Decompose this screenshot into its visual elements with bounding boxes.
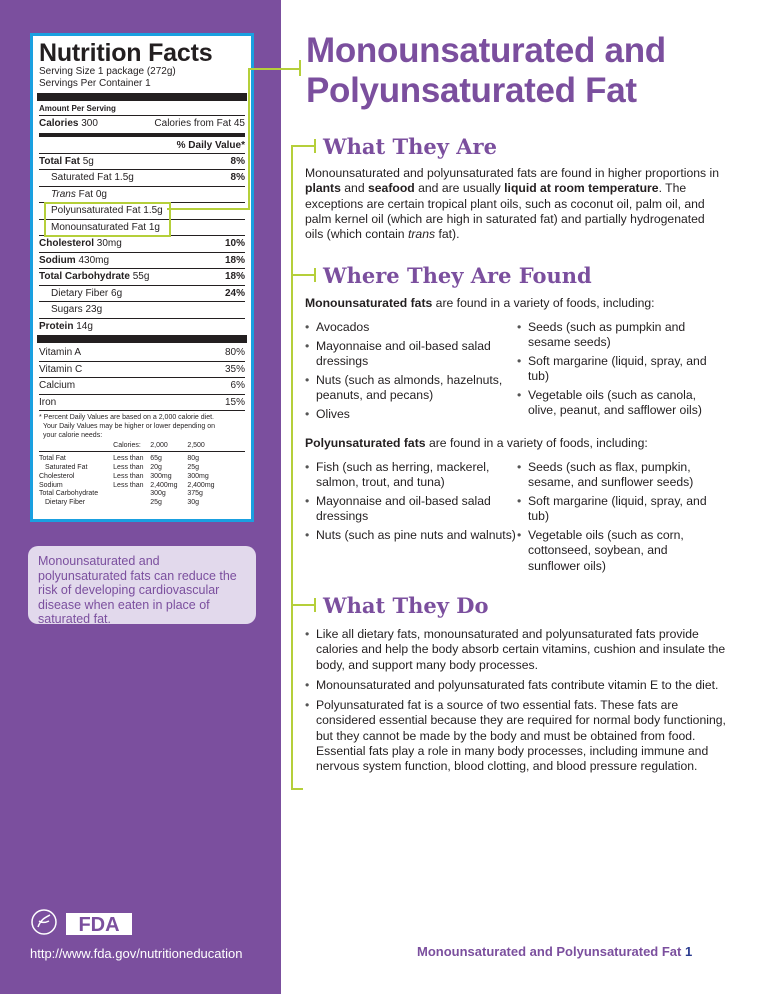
connector-line (248, 68, 300, 70)
list-item: • Nuts (such as almonds, hazelnuts, peanuts, and pecans) (305, 373, 517, 404)
page-footer: Monounsaturated and Polyunsaturated Fat 1 (417, 944, 693, 959)
heading-where-found: Where They Are Found (323, 263, 592, 288)
sugars-row: Sugars 23g (39, 301, 245, 318)
vitamin-row: Calcium 6% (39, 377, 245, 394)
cholesterol-row: Cholesterol 30mg 10% (39, 235, 245, 252)
section-bracket-line (291, 274, 315, 276)
list-item: • Seeds (such as pumpkin and sesame seeds) (517, 320, 717, 351)
total-carbohydrate-row: Total Carbohydrate 55g 18% (39, 268, 245, 285)
list-item: • Vegetable oils (such as canola, olive, peanut, and safflower oils) (517, 388, 717, 419)
list-item: • Nuts (such as pine nuts and walnuts) (305, 528, 517, 543)
section-bracket-line (314, 598, 316, 612)
saturated-fat-row: Saturated Fat 1.5g 8% (39, 169, 245, 186)
section-bracket-line (291, 145, 293, 790)
list-item: • Polyunsaturated fat is a source of two essential fats. These fats are considered essential because they are required for normal body functioning, but they cannot be made by the body and must be obtained from food. Essential fats play a role in many body processes, including immune and nervous system function, blood clotting, and blood pressure regulation. (305, 698, 727, 774)
heading-what-they-are: What They Are (323, 134, 497, 159)
list-item: • Seeds (such as flax, pumpkin, sesame, and sunflower seeds) (517, 460, 717, 491)
daily-value-header: % Daily Value* (176, 139, 245, 151)
section-bracket-line (291, 604, 315, 606)
total-fat-row: Total Fat 5g 8% (39, 153, 245, 170)
poly-intro: Polyunsaturated fats are found in a variety of foods, including: (305, 436, 648, 450)
list-item: • Mayonnaise and oil-based salad dressings (305, 339, 517, 370)
sodium-row: Sodium 430mg 18% (39, 252, 245, 269)
connector-line (299, 60, 301, 76)
daily-value-footnote: * Percent Daily Values are based on a 2,000 calorie diet. Your Daily Values may be higher or lower depending on your calorie needs: (39, 414, 215, 439)
servings-per-container: Servings Per Container 1 (39, 78, 151, 89)
dietary-fiber-row: Dietary Fiber 6g 24% (39, 285, 245, 302)
fat-highlight-box (44, 202, 171, 237)
vitamin-row: Vitamin C 35% (39, 361, 245, 378)
callout-box: Monounsaturated and polyunsaturated fats can reduce the risk of developing cardiovascular disease when eaten in place of saturated fat. (28, 546, 256, 624)
section-bracket-line (291, 145, 315, 147)
list-item: • Vegetable oils (such as corn, cottonseed, soybean, and sunflower oils) (517, 528, 717, 574)
polyunsaturated-fat-row: Polyunsaturated Fat 1.5g (39, 202, 245, 219)
what-they-are-paragraph: Monounsaturated and polyunsaturated fats are found in higher proportions in plants and seafood and are usually liquid at room temperature. The exceptions are certain tropical plant oils, such as coconut oil, palm oil, and palm kernel oil (which are high in saturated fat) and partially hydrogenated oils (which contain trans fat). (305, 166, 719, 242)
calories-row: Calories 300 Calories from Fat 45 (39, 115, 245, 132)
list-item: • Mayonnaise and oil-based salad dressings (305, 494, 517, 525)
fda-url-link[interactable]: http://www.fda.gov/nutritioneducation (30, 946, 243, 961)
poly-food-list (305, 460, 725, 578)
vitamin-row: Vitamin A 80% (39, 347, 245, 358)
trans-fat-row: Trans Fat 0g (39, 186, 245, 203)
list-item: • Olives (305, 407, 517, 422)
section-bracket-line (314, 139, 316, 153)
heading-what-they-do: What They Do (323, 593, 489, 618)
list-item: • Soft margarine (liquid, spray, and tub) (517, 494, 717, 525)
list-item: • Monounsaturated and polyunsaturated fats contribute vitamin E to the diet. (305, 678, 727, 693)
list-item: • Avocados (305, 320, 517, 335)
monounsaturated-fat-row: Monounsaturated Fat 1g (39, 219, 245, 236)
fda-logo-text: FDA (78, 914, 120, 936)
page-number: 1 (684, 944, 693, 959)
nutrition-facts-title: Nutrition Facts (39, 39, 213, 67)
serving-size: Serving Size 1 package (272g) (39, 66, 176, 77)
connector-line (167, 208, 249, 210)
mono-intro: Monounsaturated fats are found in a variety of foods, including: (305, 296, 655, 310)
fda-logo-icon (30, 905, 140, 941)
list-item: • Soft margarine (liquid, spray, and tub) (517, 354, 717, 385)
list-item: • Fish (such as herring, mackerel, salmon, trout, and tuna) (305, 460, 517, 491)
section-bracket-line (291, 788, 303, 790)
page-title: Monounsaturated and Polyunsaturated Fat (306, 31, 666, 110)
nutrition-facts-label (30, 33, 254, 522)
vitamin-row: Iron 15% (39, 394, 245, 411)
connector-line (248, 68, 250, 210)
daily-values-table: Calories: 2,000 2,500 Total Fat Less than 65g 80g Saturated Fat Less than 20g 25g Cholesterol Less than 300mg 300mg Sodium Less than 2,400mg 2,400mg Total Carbohydrate 300g 375g Dietary Fiber 25g 30g (39, 442, 245, 508)
list-item: • Like all dietary fats, monounsaturated and polyunsaturated fats provide calories and help the body absorb certain vitamins, cushion and insulate the body, and support many body processes. (305, 627, 727, 673)
mono-food-list (305, 320, 725, 426)
section-bracket-line (314, 268, 316, 282)
what-they-do-list (305, 627, 727, 780)
amount-per-serving: Amount Per Serving (39, 104, 116, 113)
protein-row: Protein 14g (39, 318, 245, 335)
